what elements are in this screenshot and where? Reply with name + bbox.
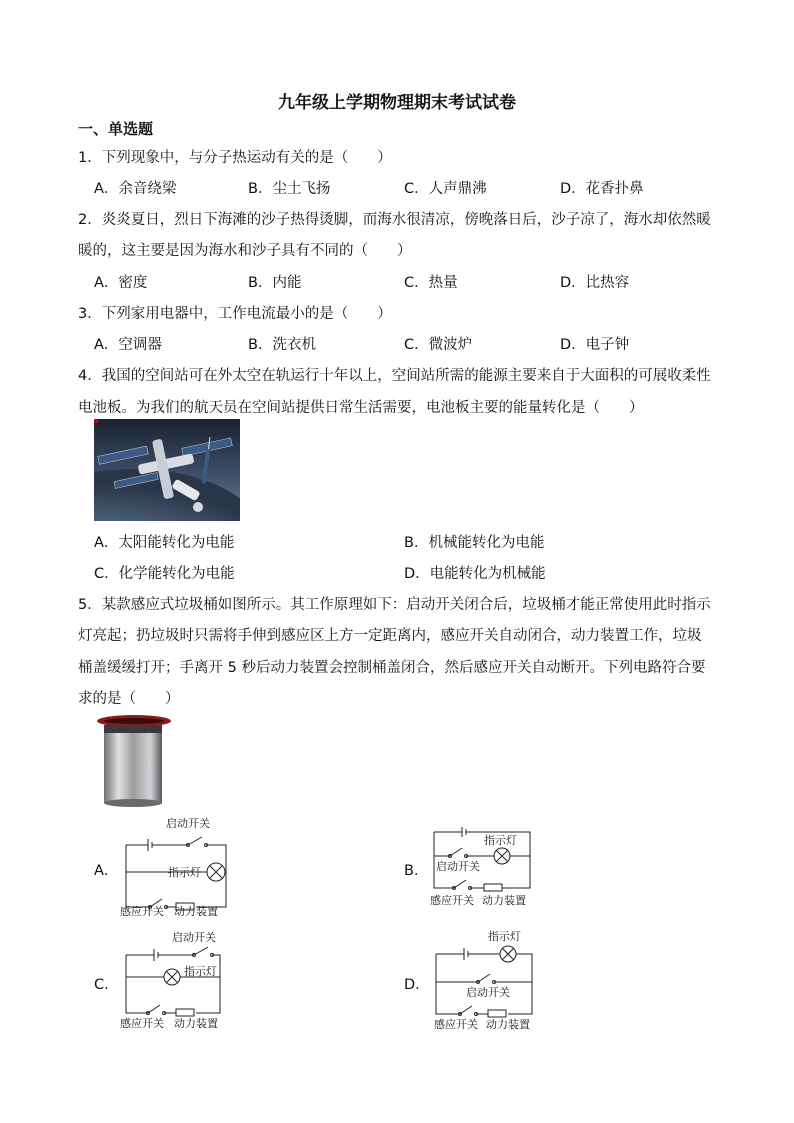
q4-stem-line1: 4．我国的空间站可在外太空在轨运行十年以上，空间站所需的能源主要来自于大面积的可展收柔性 [78, 368, 711, 384]
circuit-diagram-a [118, 815, 238, 917]
q2-option-b: B．内能 [248, 275, 302, 291]
q1-option-c: C．人声鼎沸 [404, 181, 487, 197]
q2-stem-line1: 2．炎炎夏日，烈日下海滩的沙子热得烫脚，而海水很清凉，傍晚落日后，沙子凉了，海水却依然暖 [78, 212, 711, 228]
circuit-d-start-switch-label: 启动开关 [466, 986, 510, 999]
circuit-b-indicator-label: 指示灯 [484, 834, 517, 847]
q2-option-d: D．比热容 [560, 275, 630, 291]
q5-stem-line4: 求的是（ ） [78, 691, 180, 707]
circuit-d-indicator-label: 指示灯 [488, 930, 521, 943]
q5-stem-line3: 桶盖缓缓打开；手离开 5 秒后动力装置会控制桶盖闭合，然后感应开关自动断开。下列电路符合要 [78, 660, 706, 676]
q2-option-a: A．密度 [94, 275, 148, 291]
circuit-b-start-switch-label: 启动开关 [436, 860, 480, 873]
q4-option-b: B．机械能转化为电能 [404, 535, 545, 551]
q4-option-a: A．太阳能转化为电能 [94, 535, 235, 551]
circuit-a-start-switch-label: 启动开关 [166, 817, 210, 830]
q5-stem-line1: 5．某款感应式垃圾桶如图所示。其工作原理如下：启动开关闭合后，垃圾桶才能正常使用此时指示 [78, 597, 711, 613]
circuit-a-indicator-label: 指示灯 [168, 866, 201, 879]
q2-option-c: C．热量 [404, 275, 458, 291]
circuit-diagram-d [430, 928, 550, 1034]
trash-can-image [94, 713, 172, 809]
circuit-c-sensor-switch-label: 感应开关 [120, 1017, 164, 1030]
q3-stem: 3．下列家用电器中，工作电流最小的是（ ） [78, 306, 392, 322]
q5-option-d-letter: D． [404, 977, 430, 993]
circuit-c-motor-label: 动力装置 [174, 1017, 218, 1030]
circuit-c-indicator-label: 指示灯 [184, 965, 217, 978]
page-title: 九年级上学期物理期末考试试卷 [278, 93, 516, 113]
circuit-b-motor-label: 动力装置 [482, 894, 526, 907]
circuit-a-sensor-switch-label: 感应开关 [120, 905, 164, 917]
circuit-c-start-switch-label: 启动开关 [172, 931, 216, 944]
q1-stem: 1．下列现象中，与分子热运动有关的是（ ） [78, 150, 392, 166]
circuit-diagram-b [426, 826, 546, 908]
q1-option-b: B．尘土飞扬 [248, 181, 331, 197]
q4-stem-line2: 电池板。为我们的航天员在空间站提供日常生活需要，电池板主要的能量转化是（ ） [78, 400, 644, 416]
q1-option-a: A．余音绕梁 [94, 181, 177, 197]
section-heading: 一、单选题 [78, 120, 154, 138]
circuit-d-motor-label: 动力装置 [486, 1018, 530, 1031]
q4-option-c: C．化学能转化为电能 [94, 566, 235, 582]
q5-option-c-letter: C． [94, 977, 119, 993]
q3-option-a: A．空调器 [94, 337, 162, 353]
q2-stem-line2: 暖的，这主要是因为海水和沙子具有不同的（ ） [78, 243, 412, 259]
q4-option-d: D．电能转化为机械能 [404, 566, 546, 582]
circuit-a-motor-label: 动力装置 [174, 905, 218, 917]
q3-option-b: B．洗衣机 [248, 337, 316, 353]
q1-option-d: D．花香扑鼻 [560, 181, 644, 197]
circuit-diagram-c [118, 929, 238, 1031]
q5-option-b-letter: B． [404, 863, 429, 879]
space-station-image [94, 419, 240, 521]
q3-option-c: C．微波炉 [404, 337, 473, 353]
q5-stem-line2: 灯亮起；扔垃圾时只需将手伸到感应区上方一定距离内，感应开关自动闭合，动力装置工作，垃圾 [78, 628, 702, 644]
q5-option-a-letter: A． [94, 863, 119, 879]
circuit-b-sensor-switch-label: 感应开关 [430, 894, 474, 907]
q3-option-d: D．电子钟 [560, 337, 630, 353]
circuit-d-sensor-switch-label: 感应开关 [434, 1018, 478, 1031]
